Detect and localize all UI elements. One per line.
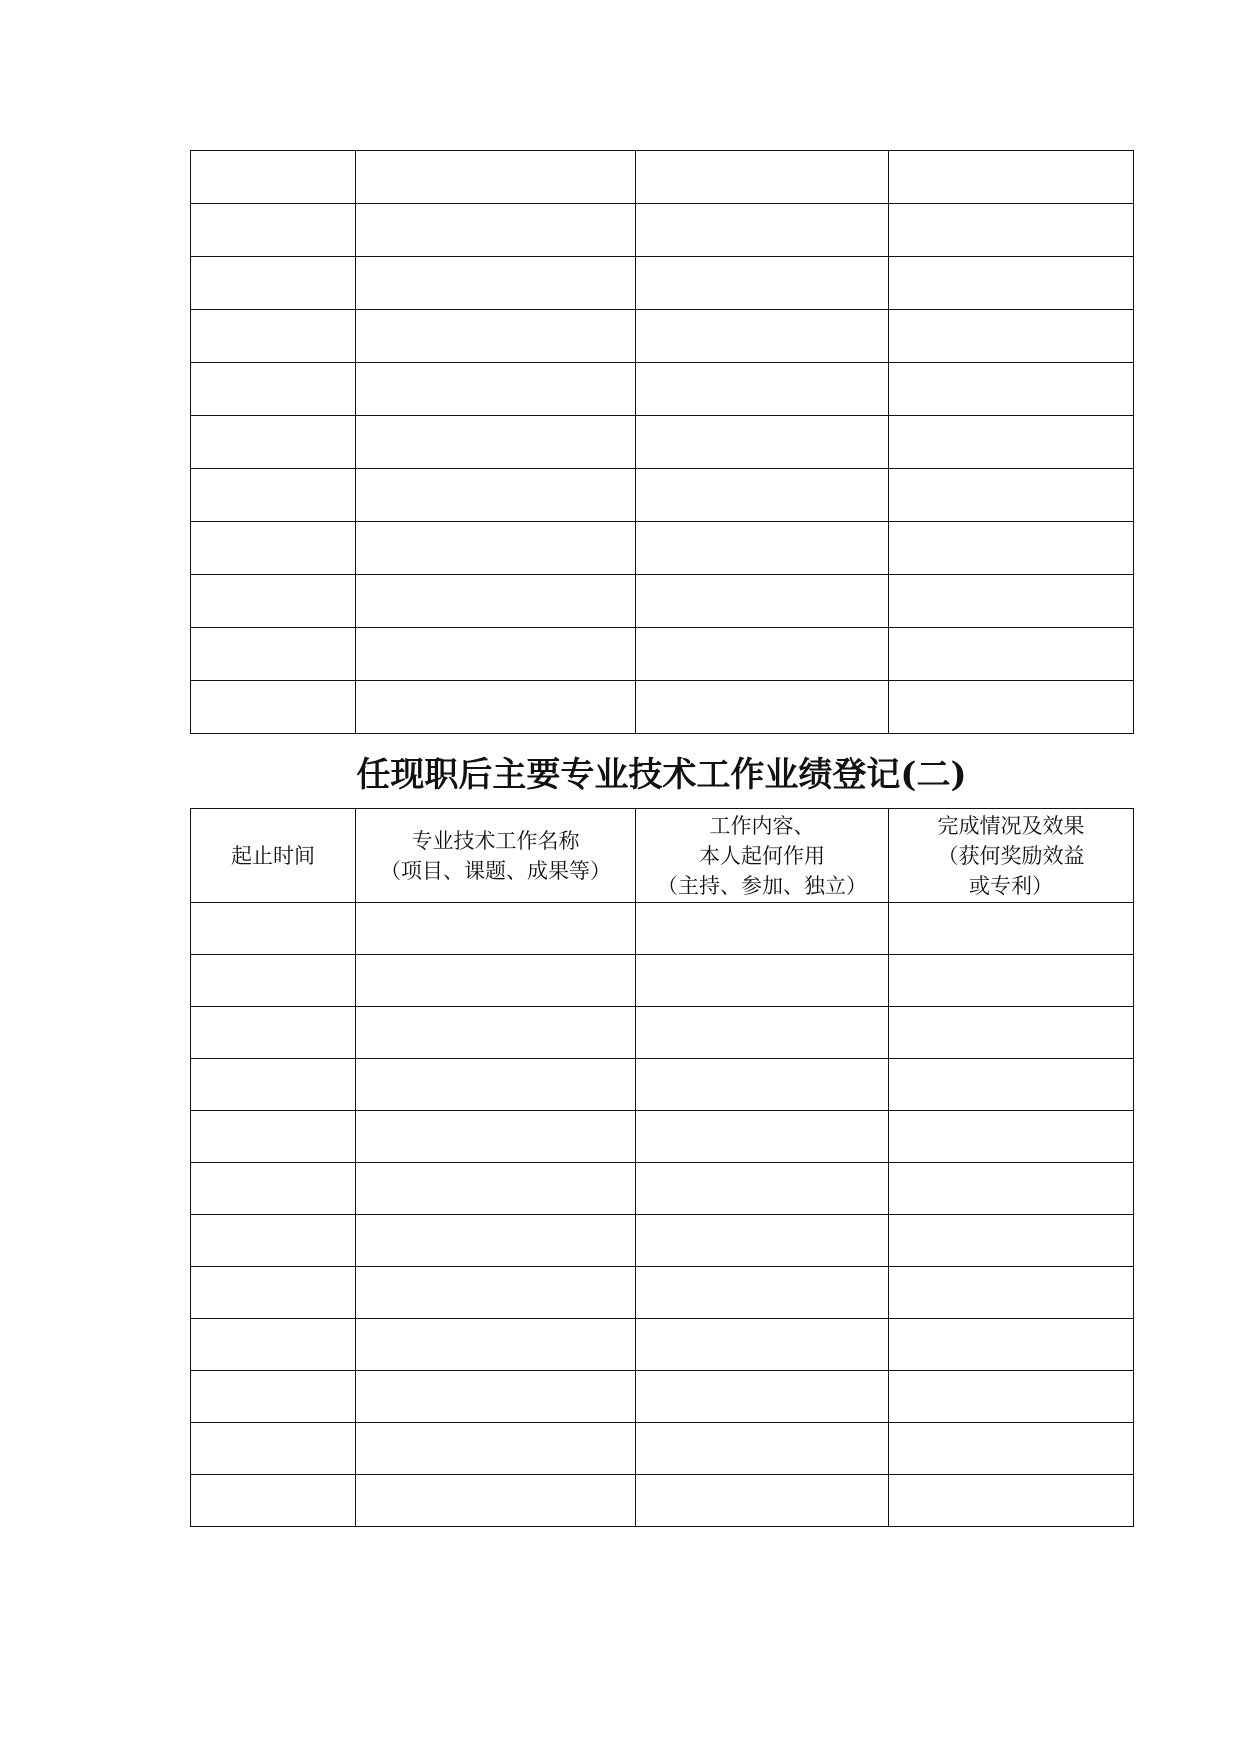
table-cell[interactable] [191,204,356,257]
table-cell[interactable] [889,1423,1134,1475]
table-cell[interactable] [889,204,1134,257]
table-cell[interactable] [356,1007,636,1059]
table-cell[interactable] [191,1007,356,1059]
table-cell[interactable] [889,1163,1134,1215]
table-cell[interactable] [636,955,889,1007]
table-row [191,903,1134,955]
table-cell[interactable] [356,903,636,955]
table-row [191,1267,1134,1319]
table-cell[interactable] [191,1111,356,1163]
table-row [191,1215,1134,1267]
header-period-line: 起止时间 [231,843,315,868]
table-row [191,151,1134,204]
header-work-name [356,809,636,903]
table-cell[interactable] [636,575,889,628]
table-row [191,469,1134,522]
table-row [191,204,1134,257]
table-cell[interactable] [636,681,889,734]
table-row [191,416,1134,469]
table-cell[interactable] [889,1319,1134,1371]
table-cell[interactable] [191,628,356,681]
table-cell[interactable] [191,903,356,955]
table-cell[interactable] [889,955,1134,1007]
table-cell[interactable] [636,1267,889,1319]
table-cell[interactable] [356,1059,636,1111]
table-cell[interactable] [191,1059,356,1111]
table-cell[interactable] [191,1163,356,1215]
table-cell[interactable] [636,469,889,522]
table-cell[interactable] [191,1475,356,1527]
table-cell[interactable] [889,469,1134,522]
table-row [191,1059,1134,1111]
table-cell[interactable] [636,204,889,257]
header-work-name-line: 专业技术工作名称 [411,828,580,853]
table-cell[interactable] [889,151,1134,204]
table-cell[interactable] [636,1319,889,1371]
table-cell[interactable] [356,522,636,575]
table-row [191,522,1134,575]
table-cell[interactable] [356,310,636,363]
table-row [191,1319,1134,1371]
table-cell[interactable] [356,955,636,1007]
table-cell[interactable] [889,681,1134,734]
table-row [191,1371,1134,1423]
table-cell[interactable] [356,1475,636,1527]
table-cell[interactable] [889,1371,1134,1423]
table-cell[interactable] [356,1267,636,1319]
table-cell[interactable] [889,1267,1134,1319]
header-result-line3: 或专利） [969,873,1053,898]
table-row [191,1423,1134,1475]
table-cell[interactable] [356,1423,636,1475]
table-cell[interactable] [636,628,889,681]
header-row [191,809,1134,903]
table-cell[interactable] [636,1371,889,1423]
table-cell[interactable] [636,257,889,310]
table-cell[interactable] [191,416,356,469]
table-cell[interactable] [356,1215,636,1267]
table-cell[interactable] [356,363,636,416]
continued-record-body [191,151,1134,734]
section-title: 任现职后主要专业技术工作业绩登记(二) [356,755,967,795]
table-cell[interactable] [636,416,889,469]
table-cell[interactable] [889,628,1134,681]
table-cell[interactable] [889,1215,1134,1267]
header-work-role [636,809,889,903]
table-cell[interactable] [636,903,889,955]
table-cell[interactable] [636,151,889,204]
table-cell[interactable] [636,1475,889,1527]
header-work-role-line1: 工作内容、 [709,813,815,838]
table-cell[interactable] [889,416,1134,469]
header-work-name-note: （项目、课题、成果等） [380,858,611,883]
table-cell[interactable] [191,575,356,628]
table-cell[interactable] [889,363,1134,416]
table-cell[interactable] [889,903,1134,955]
table-row [191,1475,1134,1527]
header-result-line1: 完成情况及效果 [937,813,1085,838]
table-cell[interactable] [191,1215,356,1267]
table-cell[interactable] [191,1267,356,1319]
table-cell[interactable] [356,416,636,469]
table-cell[interactable] [636,1215,889,1267]
achievement-body [191,903,1134,1527]
table-cell[interactable] [356,575,636,628]
table-row [191,1163,1134,1215]
table-cell[interactable] [636,363,889,416]
table-cell[interactable] [191,469,356,522]
table-cell[interactable] [889,310,1134,363]
table-row [191,363,1134,416]
table-row [191,257,1134,310]
table-cell[interactable] [636,522,889,575]
table-cell[interactable] [636,310,889,363]
table-row [191,628,1134,681]
table-row [191,681,1134,734]
table-row [191,955,1134,1007]
table-cell[interactable] [356,681,636,734]
achievement-table [190,808,1134,1527]
table-row [191,1111,1134,1163]
table-row [191,575,1134,628]
table-cell[interactable] [889,575,1134,628]
table-cell[interactable] [191,363,356,416]
header-result-line2: （获何奖励效益 [937,843,1085,868]
table-cell[interactable] [356,1111,636,1163]
table-cell[interactable] [889,1111,1134,1163]
table-cell[interactable] [636,1007,889,1059]
table-cell[interactable] [636,1111,889,1163]
table-cell[interactable] [191,1371,356,1423]
table-cell[interactable] [889,1475,1134,1527]
table-cell[interactable] [889,1007,1134,1059]
table-cell[interactable] [356,204,636,257]
header-period [191,809,356,903]
header-work-role-note: （主持、参加、独立） [657,873,867,898]
continued-record-table [190,150,1134,734]
table-cell[interactable] [356,1319,636,1371]
table-cell[interactable] [191,681,356,734]
table-cell[interactable] [889,1059,1134,1111]
table-cell[interactable] [191,955,356,1007]
header-work-role-line2: 本人起何作用 [699,843,825,868]
table-cell[interactable] [636,1163,889,1215]
header-result [889,809,1134,903]
table-cell[interactable] [191,522,356,575]
table-cell[interactable] [191,151,356,204]
table-row [191,1007,1134,1059]
table-cell[interactable] [356,1371,636,1423]
table-cell[interactable] [889,522,1134,575]
table-cell[interactable] [889,257,1134,310]
table-row [191,310,1134,363]
table-cell[interactable] [191,257,356,310]
table-cell[interactable] [191,1319,356,1371]
table-cell[interactable] [356,151,636,204]
table-cell[interactable] [636,1059,889,1111]
table-cell[interactable] [356,1163,636,1215]
table-cell[interactable] [191,310,356,363]
table-cell[interactable] [356,469,636,522]
table-cell[interactable] [356,257,636,310]
table-cell[interactable] [636,1423,889,1475]
table-cell[interactable] [191,1423,356,1475]
table-cell[interactable] [356,628,636,681]
